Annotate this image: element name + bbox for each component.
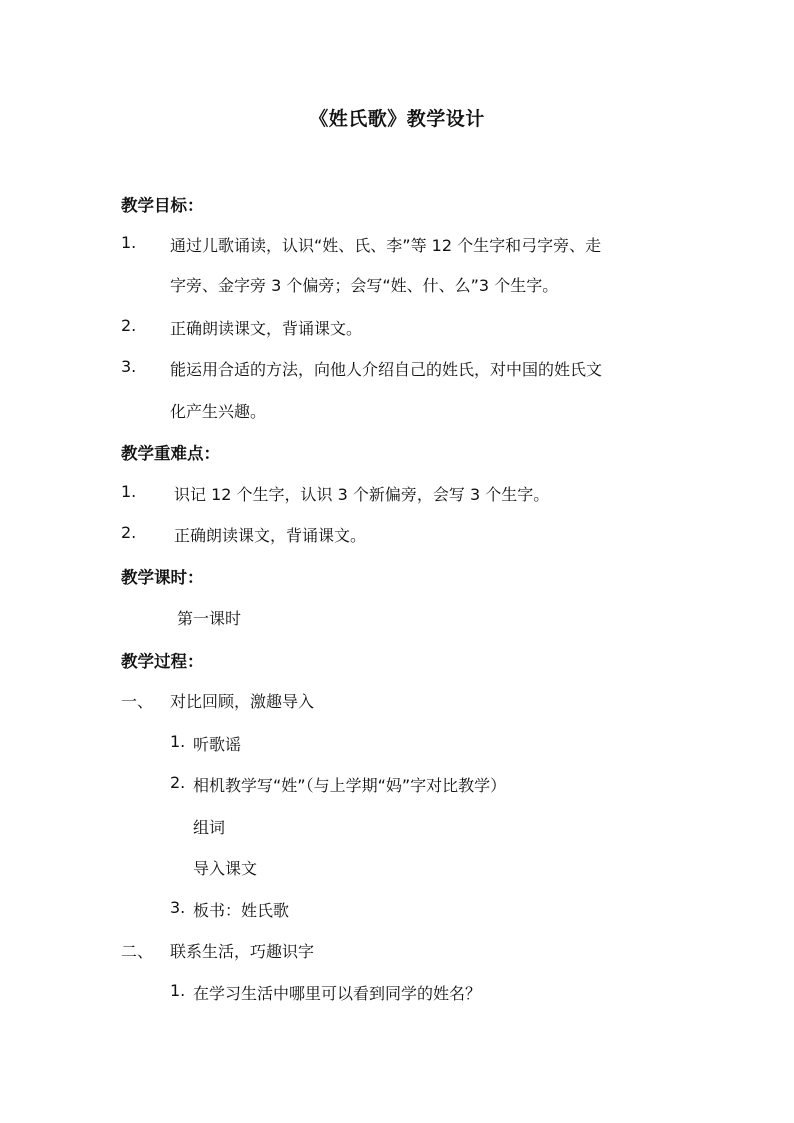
section-1-step-2-number: 2. xyxy=(170,773,186,792)
key-points-heading: 教学重难点： xyxy=(121,444,220,463)
objective-2-line-1: 正确朗读课文，背诵课文。 xyxy=(170,319,363,338)
section-1-sub-2: 导入课文 xyxy=(193,859,258,878)
document-title: 《姓氏歌》教学设计 xyxy=(309,108,485,130)
objective-3-line-2: 化产生兴趣。 xyxy=(170,402,267,421)
section-1-step-2-text: 相机教学写“姓”（与上学期“妈”字对比教学） xyxy=(193,776,507,795)
section-1-title: 对比回顾，激趣导入 xyxy=(170,692,315,711)
key-point-2-text: 正确朗读课文，背诵课文。 xyxy=(174,526,367,545)
section-2-step-1-text: 在学习生活中哪里可以看到同学的姓名？ xyxy=(193,984,482,1003)
objective-2-number: 2. xyxy=(121,316,137,335)
lesson-time-text: 第一课时 xyxy=(177,609,242,628)
objective-1-number: 1. xyxy=(121,233,137,252)
section-1-sub-1: 组词 xyxy=(193,818,226,837)
objective-3-line-1: 能运用合适的方法，向他人介绍自己的姓氏，对中国的姓氏文 xyxy=(170,360,603,379)
section-2-step-1-number: 1. xyxy=(170,981,186,1000)
lesson-time-heading: 教学课时： xyxy=(121,568,204,587)
section-2-title: 联系生活，巧趣识字 xyxy=(170,942,315,961)
objective-1-line-2: 字旁、金字旁 3 个偏旁；会写“姓、什、么”3 个生字。 xyxy=(170,276,559,295)
section-1-step-1-text: 听歌谣 xyxy=(193,735,242,754)
objective-1-line-1: 通过儿歌诵读，认识“姓、氏、李”等 12 个生字和弓字旁、走 xyxy=(170,236,602,255)
section-2-number: 二、 xyxy=(121,942,154,961)
objectives-heading: 教学目标： xyxy=(121,196,204,215)
process-heading: 教学过程： xyxy=(121,652,204,671)
section-1-step-3-number: 3. xyxy=(170,898,186,917)
section-1-step-1-number: 1. xyxy=(170,732,186,751)
objective-3-number: 3. xyxy=(121,357,137,376)
key-point-1-text: 识记 12 个生字，认识 3 个新偏旁，会写 3 个生字。 xyxy=(174,485,550,504)
section-1-step-3-text: 板书：姓氏歌 xyxy=(193,901,290,920)
section-1-number: 一、 xyxy=(121,692,154,711)
key-point-2-number: 2. xyxy=(121,523,137,542)
key-point-1-number: 1. xyxy=(121,482,137,501)
